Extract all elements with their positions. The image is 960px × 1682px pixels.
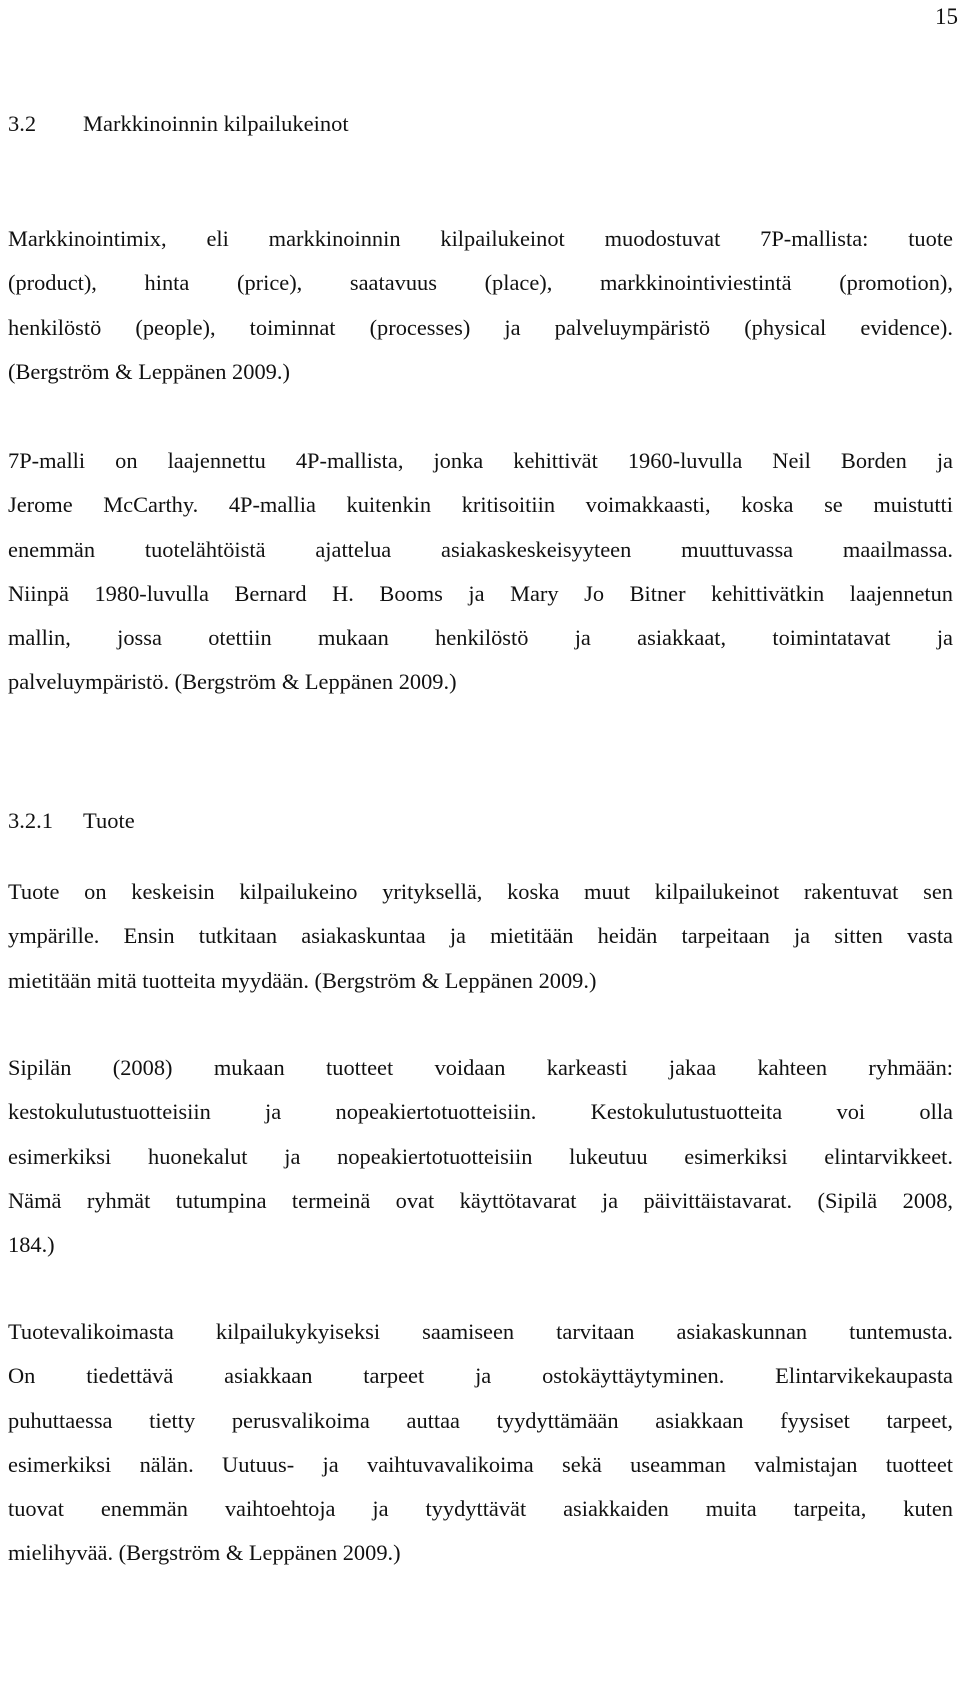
text-line: ympärille. Ensin tutkitaan asiakaskuntaa ja mietitään heidän tarpeitaan ja sitten vasta xyxy=(8,923,953,949)
text-line: tuovat enemmän vaihtoehtoja ja tyydyttävät asiakkaiden muita tarpeita, kuten xyxy=(8,1496,953,1522)
text-line: henkilöstö (people), toiminnat (processes) ja palveluympäristö (physical evidence). xyxy=(8,314,953,340)
text-line: Markkinointimix, eli markkinoinnin kilpailukeinot muodostuvat 7P-mallista: tuote xyxy=(8,226,953,251)
text-line: puhuttaessa tietty perusvalikoima auttaa tyydyttämään asiakkaan fyysiset tarpeet, xyxy=(8,1407,953,1433)
text-line: (product), hinta (price), saatavuus (place), markkinointiviestintä (promotion), xyxy=(8,270,953,296)
section-number: 3.2.1 xyxy=(8,808,53,833)
text-line: On tiedettävä asiakkaan tarpeet ja ostokäyttäytyminen. Elintarvikekaupasta xyxy=(8,1363,953,1389)
paragraph-product-groups xyxy=(8,1046,953,1267)
section-title: Markkinoinnin kilpailukeinot xyxy=(83,111,349,136)
text-line: 7P-malli on laajennettu 4P-mallista, jonka kehittivät 1960-luvulla Neil Borden ja xyxy=(8,448,953,473)
text-line: mielihyvää. (Bergström & Leppänen 2009.) xyxy=(8,1540,401,1566)
paragraph-7p-model-history xyxy=(8,439,953,705)
section-title: Tuote xyxy=(83,808,135,833)
section-heading-3-2 xyxy=(8,109,349,139)
text-line: esimerkiksi nälän. Uutuus- ja vaihtuvavalikoima sekä useamman valmistajan tuotteet xyxy=(8,1451,953,1477)
text-line: enemmän tuotelähtöistä ajattelua asiakaskeskeisyyteen muuttuvassa maailmassa. xyxy=(8,536,953,562)
section-number: 3.2 xyxy=(8,111,37,136)
text-line: esimerkiksi huonekalut ja nopeakiertotuotteisiin lukeutuu esimerkiksi elintarvikkeet. xyxy=(8,1143,953,1169)
text-line: Tuotevalikoimasta kilpailukykyiseksi saamiseen tarvitaan asiakaskunnan tuntemusta. xyxy=(8,1319,953,1344)
text-line: 184.) xyxy=(8,1232,55,1258)
section-heading-3-2-1 xyxy=(8,806,135,836)
text-line: mietitään mitä tuotteita myydään. (Bergström & Leppänen 2009.) xyxy=(8,967,597,993)
text-line: palveluympäristö. (Bergström & Leppänen 2009.) xyxy=(8,669,457,695)
text-line: Sipilän (2008) mukaan tuotteet voidaan karkeasti jakaa kahteen ryhmään: xyxy=(8,1055,953,1080)
text-line: kestokulutustuotteisiin ja nopeakiertotuotteisiin. Kestokulutustuotteita voi olla xyxy=(8,1099,953,1125)
paragraph-product-intro xyxy=(8,870,953,1003)
text-line: Jerome McCarthy. 4P-mallia kuitenkin kritisoitiin voimakkaasti, koska se muistutti xyxy=(8,492,953,518)
text-line: Tuote on keskeisin kilpailukeino yrityksellä, koska muut kilpailukeinot rakentuvat sen xyxy=(8,879,953,904)
page-number: 15 xyxy=(935,4,958,29)
paragraph-marketing-mix xyxy=(8,217,953,394)
text-line: mallin, jossa otettiin mukaan henkilöstö ja asiakkaat, toimintatavat ja xyxy=(8,625,953,651)
text-line: Niinpä 1980-luvulla Bernard H. Booms ja Mary Jo Bitner kehittivätkin laajennetun xyxy=(8,580,953,606)
paragraph-product-range xyxy=(8,1310,953,1576)
text-line: (Bergström & Leppänen 2009.) xyxy=(8,358,290,384)
text-line: Nämä ryhmät tutumpina termeinä ovat käyttötavarat ja päivittäistavarat. (Sipilä 2008, xyxy=(8,1187,953,1213)
